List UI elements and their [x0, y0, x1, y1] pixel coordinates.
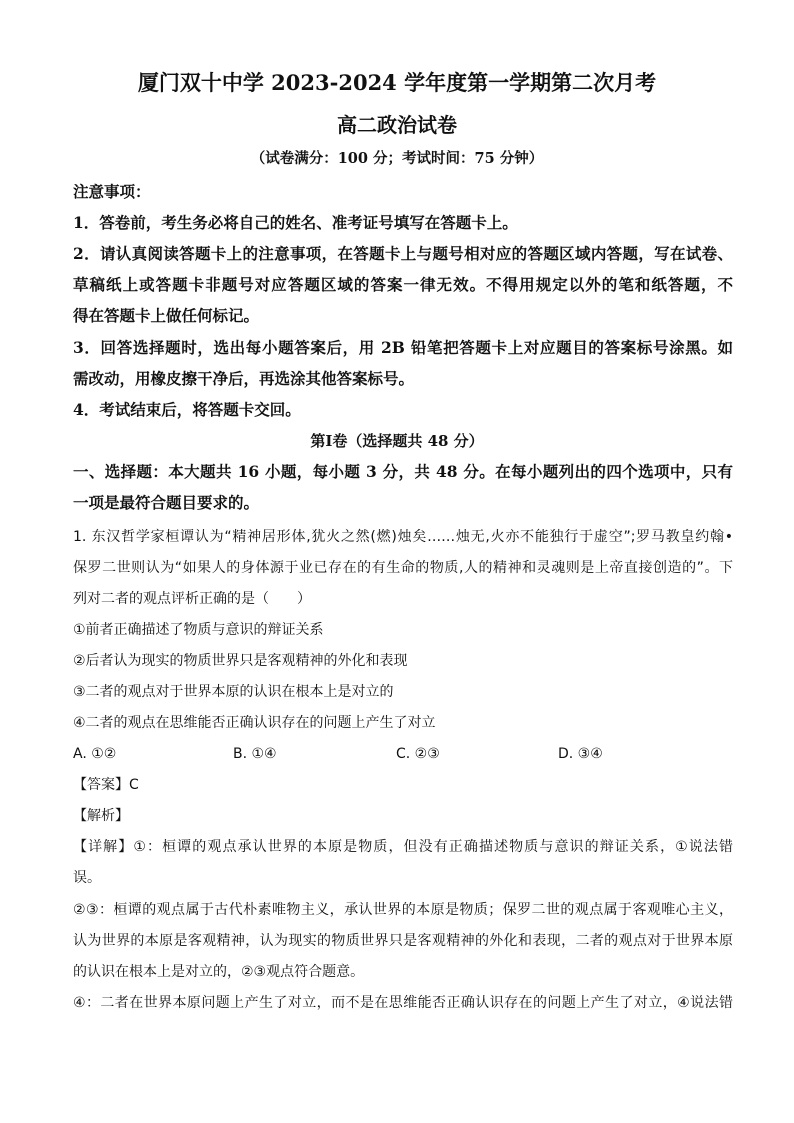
option-d: D. ③④	[558, 746, 603, 762]
detail-line-1: 【详解】①：桓谭的观点承认世界的本原是物质，但没有正确描述物质与意识的辩证关系，①说法错	[73, 839, 733, 855]
section-title: 第Ⅰ卷（选择题共 48 分）	[310, 432, 484, 450]
notice-item-2-line-3: 得在答题卡上做任何标记。	[73, 306, 260, 325]
statement-2: ②后者认为现实的物质世界只是客观精神的外化和表现	[73, 653, 408, 669]
notice-item-3-line-2: 需改动，用橡皮擦干净后，再选涂其他答案标号。	[73, 369, 415, 388]
notice-item-2-line-1: 2．请认真阅读答题卡上的注意事项，在答题卡上与题号相对应的答题区域内答题，写在试卷、	[73, 244, 733, 263]
question-1-stem-line-2: 保罗二世则认为“如果人的身体源于业已存在的有生命的物质,人的精神和灵魂则是上帝直接创造的”。下	[73, 560, 733, 576]
section-desc-line-2: 一项是最符合题目要求的。	[73, 493, 260, 512]
notice-item-1: 1．答卷前，考生务必将自己的姓名、准考证号填写在答题卡上。	[73, 213, 518, 232]
detail-line-5: 的认识在根本上是对立的，②③观点符合题意。	[73, 964, 365, 980]
question-1-stem-line-1: 1. 东汉哲学家桓谭认为“精神居形体,犹火之然(燃)烛矣……烛无,火亦不能独行于虚空”;罗马教皇约翰•	[73, 529, 733, 545]
section-desc-line-1: 一、选择题：本大题共 16 小题，每小题 3 分，共 48 分。在每小题列出的四个选项中，只有	[73, 462, 733, 481]
detail-line-6: ④：二者在世界本原问题上产生了对立，而不是在思维能否正确认识存在的问题上产生了对立，④说法错	[73, 995, 733, 1011]
statement-1: ①前者正确描述了物质与意识的辩证关系	[73, 622, 324, 638]
exam-title: 厦门双十中学 2023-2024 学年度第一学期第二次月考	[137, 70, 657, 95]
option-a: A. ①②	[73, 746, 117, 762]
statement-4: ④二者的观点在思维能否正确认识存在的问题上产生了对立	[73, 715, 436, 731]
analysis-label: 【解析】	[73, 808, 129, 824]
notice-heading: 注意事项：	[73, 182, 151, 201]
exam-subtitle: 高二政治试卷	[337, 113, 457, 137]
notice-item-3-line-1: 3．回答选择题时，选出每小题答案后，用 2B 铅笔把答题卡上对应题目的答案标号涂黑。如	[73, 338, 733, 357]
question-1-stem-line-3: 列对二者的观点评析正确的是（ ）	[73, 591, 311, 607]
option-c: C. ②③	[396, 746, 440, 762]
detail-line-3: ②③：桓谭的观点属于古代朴素唯物主义，承认世界的本原是物质；保罗二世的观点属于客观唯心主义，	[73, 902, 733, 918]
answer-label: 【答案】C	[73, 777, 139, 793]
statement-3: ③二者的观点对于世界本原的认识在根本上是对立的	[73, 684, 394, 700]
exam-meta: （试卷满分：100 分；考试时间：75 分钟）	[250, 150, 544, 167]
detail-line-2: 误。	[73, 870, 101, 886]
notice-item-2-line-2: 草稿纸上或答题卡非题号对应答题区域的答案一律无效。不得用规定以外的笔和纸答题，不	[73, 275, 733, 294]
detail-line-4: 认为世界的本原是客观精神，认为现实的物质世界只是客观精神的外化和表现，二者的观点对于世界本原	[73, 933, 733, 949]
option-b: B. ①④	[233, 746, 277, 762]
notice-item-4: 4．考试结束后，将答题卡交回。	[73, 400, 301, 419]
